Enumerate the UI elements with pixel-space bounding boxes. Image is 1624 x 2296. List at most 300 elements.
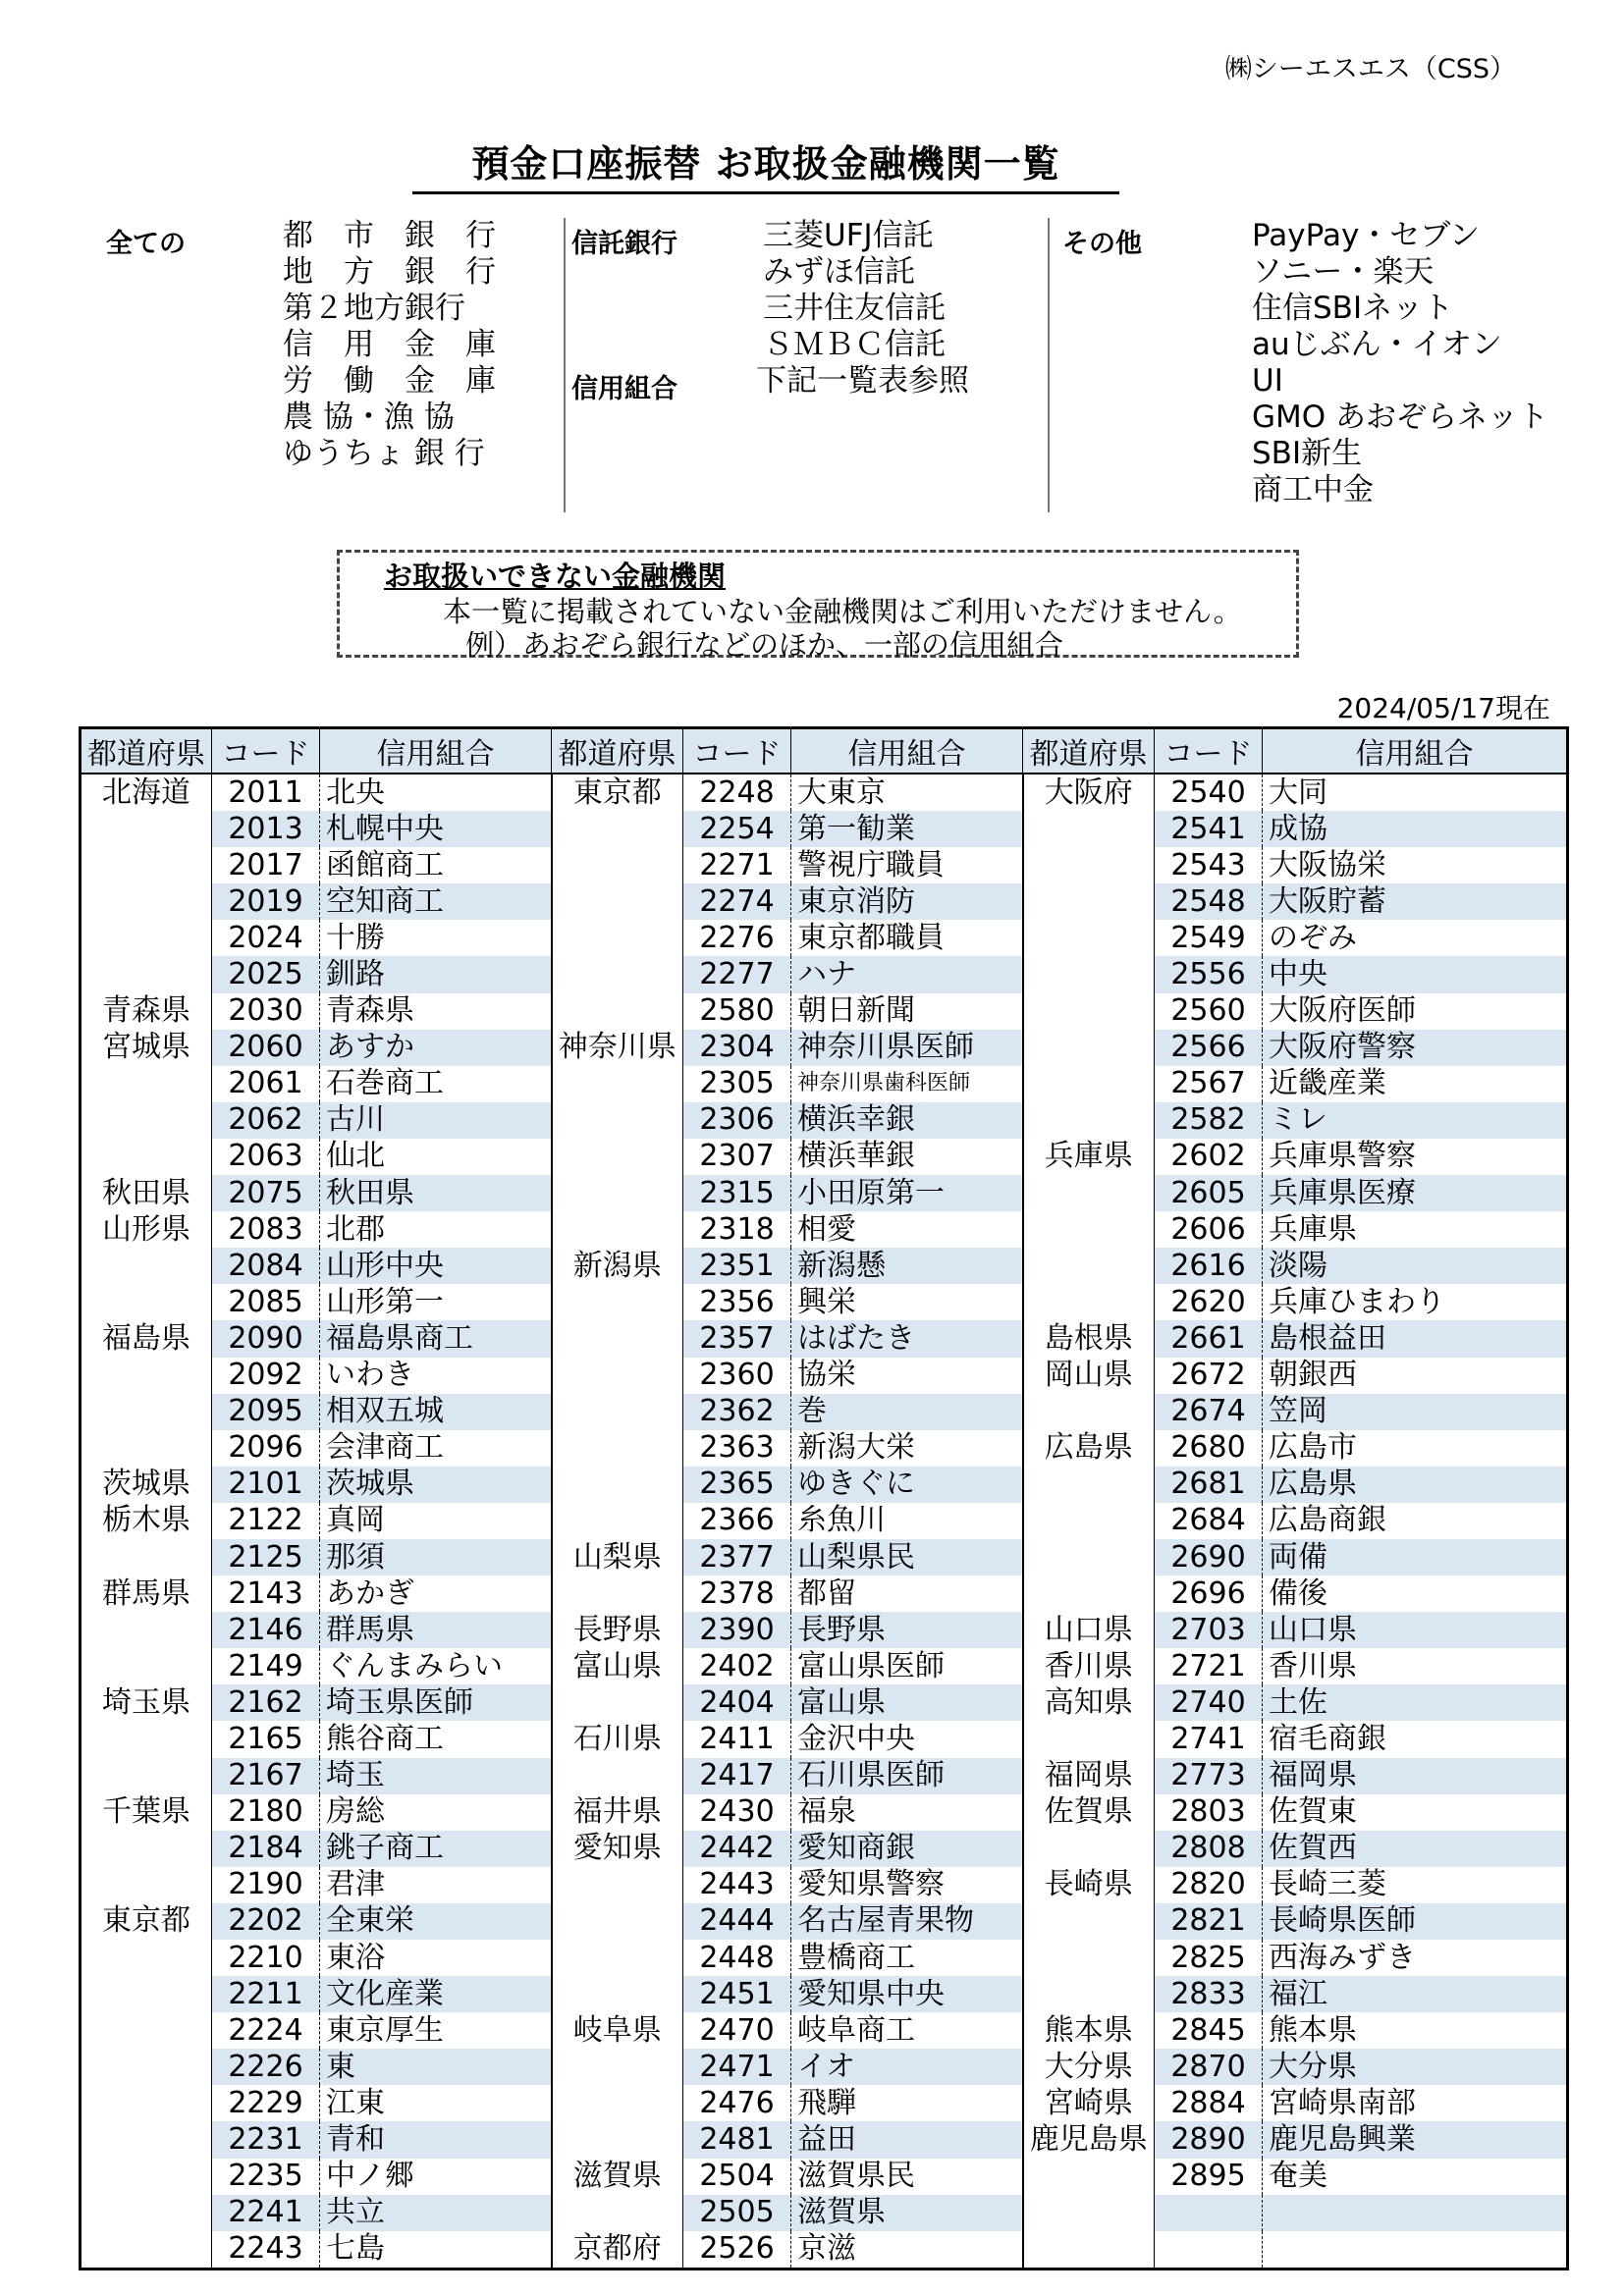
prefecture-cell: 福岡県: [1023, 1758, 1155, 1794]
code-cell: 2566: [1155, 1030, 1263, 1066]
prefecture-cell: [552, 1175, 683, 1211]
table-row: [81, 1867, 1568, 1903]
union-name-cell: 那須: [320, 1539, 552, 1575]
union-name-cell: 西海みずき: [1269, 1940, 1416, 1975]
table-row: [81, 811, 1568, 847]
union-name-cell: 岐阜商工: [791, 2012, 1023, 2049]
union-name-cell: 新潟懸: [791, 1248, 1023, 1284]
prefecture-cell: [1023, 2231, 1155, 2269]
union-name-cell: ぐんまみらい: [320, 1648, 552, 1684]
prefecture-cell: [552, 1284, 683, 1320]
prefecture-cell: 大阪府: [1023, 774, 1155, 811]
union-name-cell: 広島市: [1269, 1430, 1357, 1466]
prefecture-cell: [81, 956, 212, 992]
prefecture-cell: 岐阜県: [552, 2012, 683, 2049]
union-name-cell: 成協: [1263, 811, 1568, 847]
union-name-cell: 愛知商銀: [791, 1831, 1023, 1867]
code-cell: 2540: [1155, 774, 1263, 811]
code-cell: 2254: [683, 811, 791, 847]
code-cell: 2307: [683, 1139, 791, 1175]
code-cell: 2616: [1155, 1248, 1263, 1284]
prefecture-cell: [81, 2049, 212, 2085]
code-cell: 2243: [212, 2231, 320, 2269]
prefecture-cell: [1023, 883, 1155, 920]
other-list: [1252, 218, 1548, 508]
notice-example: 例）あおぞら銀行などのほか、一部の信用組合: [465, 628, 1064, 662]
union-name-cell: 宿毛商銀: [1269, 1721, 1386, 1756]
all-item: 地 方 銀 行: [283, 254, 496, 290]
column-header: 信用組合: [791, 728, 1023, 774]
prefecture-cell: [1023, 1248, 1155, 1284]
prefecture-cell: [81, 1394, 212, 1430]
table-row: [81, 1940, 1568, 1976]
prefecture-cell: [552, 883, 683, 920]
prefecture-cell: [1023, 1539, 1155, 1575]
prefecture-cell: [552, 1684, 683, 1721]
union-name-cell: 全東栄: [320, 1903, 552, 1940]
prefecture-cell: 石川県: [552, 1721, 683, 1757]
table-row: [81, 1467, 1568, 1503]
union-name-cell: 熊本県: [1269, 2012, 1357, 2048]
prefecture-cell: [1023, 1066, 1155, 1102]
other-item: ソニー・楽天: [1252, 254, 1435, 290]
union-name-cell: 長野県: [791, 1612, 1023, 1648]
prefecture-cell: [81, 920, 212, 956]
code-cell: 2602: [1155, 1139, 1263, 1175]
code-cell: 2351: [683, 1248, 791, 1284]
code-cell: 2721: [1155, 1648, 1263, 1684]
code-cell: 2672: [1155, 1358, 1263, 1394]
code-cell: 2024: [212, 920, 320, 956]
prefecture-cell: [81, 1539, 212, 1575]
table-row: [81, 1248, 1568, 1284]
union-name-cell: 房総: [320, 1794, 552, 1831]
union-name-cell: 協栄: [791, 1358, 1023, 1394]
code-cell: 2315: [683, 1175, 791, 1211]
prefecture-cell: [1023, 1721, 1155, 1757]
prefecture-cell: 熊本県: [1023, 2012, 1155, 2049]
code-cell: 2356: [683, 1284, 791, 1320]
code-cell: 2605: [1155, 1175, 1263, 1211]
union-name-cell: 埼玉県医師: [320, 1684, 552, 1721]
union-name-cell: 共立: [320, 2195, 552, 2231]
prefecture-cell: [552, 2195, 683, 2231]
union-name-cell: 相愛: [791, 1211, 1023, 1248]
union-name-cell: 滋賀県: [791, 2195, 1023, 2231]
code-cell: 2448: [683, 1940, 791, 1976]
prefecture-cell: [1023, 847, 1155, 883]
union-name-cell: [1263, 2231, 1568, 2269]
union-name-cell: 東浴: [320, 1940, 552, 1976]
prefecture-cell: 長野県: [552, 1612, 683, 1648]
code-cell: 2092: [212, 1358, 320, 1394]
union-name-cell: 山口県: [1263, 1612, 1568, 1648]
prefecture-cell: 広島県: [1023, 1430, 1155, 1467]
union-name-cell: 飛騨: [791, 2085, 1023, 2121]
code-cell: 2241: [212, 2195, 320, 2231]
table-row: [81, 1066, 1568, 1102]
code-cell: 2582: [1155, 1102, 1263, 1139]
trust-item: 三菱UFJ信託: [763, 218, 934, 253]
union-name-cell: 東京厚生: [320, 2012, 552, 2049]
prefecture-cell: 宮城県: [81, 1030, 212, 1066]
code-cell: 2526: [683, 2231, 791, 2269]
union-name-cell: イオ: [791, 2049, 1023, 2085]
code-cell: 2277: [683, 956, 791, 992]
prefecture-cell: [552, 956, 683, 992]
table-row: [81, 1430, 1568, 1467]
union-name-cell: 奄美: [1269, 2159, 1327, 2194]
union-name-cell: 茨城県: [320, 1467, 552, 1503]
union-name-cell: 札幌中央: [320, 811, 552, 847]
union-name-cell: 愛知県中央: [791, 1976, 1023, 2012]
code-cell: 2548: [1155, 883, 1263, 920]
code-cell: 2560: [1155, 993, 1263, 1030]
union-name-cell: 小田原第一: [791, 1175, 1023, 1211]
union-name-cell: 青森県: [320, 993, 552, 1030]
trust-item: みずほ信託: [763, 254, 915, 290]
prefecture-cell: [81, 1940, 212, 1976]
prefecture-cell: 愛知県: [552, 1831, 683, 1867]
prefecture-cell: 北海道: [81, 774, 212, 811]
prefecture-cell: 青森県: [81, 993, 212, 1030]
union-name-cell: 福岡県: [1263, 1758, 1568, 1794]
other-item: SBI新生: [1252, 436, 1363, 471]
union-name-cell: 益田: [791, 2121, 1023, 2158]
code-cell: 2620: [1155, 1284, 1263, 1320]
prefecture-cell: [81, 2159, 212, 2195]
code-cell: 2101: [212, 1467, 320, 1503]
union-name-cell: 青和: [320, 2121, 552, 2158]
union-name-cell: 宮崎県南部: [1269, 2085, 1416, 2120]
all-label: 全ての: [106, 229, 186, 259]
code-cell: 2365: [683, 1467, 791, 1503]
table-row: [81, 1503, 1568, 1539]
table-row: [81, 1684, 1568, 1721]
prefecture-cell: 島根県: [1023, 1320, 1155, 1357]
code-cell: 2180: [212, 1794, 320, 1831]
prefecture-cell: [81, 847, 212, 883]
prefecture-cell: 高知県: [1023, 1684, 1155, 1721]
prefecture-cell: 山形県: [81, 1211, 212, 1248]
table-row: [81, 1794, 1568, 1831]
trust-item: 三井住友信託: [763, 291, 946, 326]
prefecture-cell: [81, 1867, 212, 1903]
union-name-cell: 淡陽: [1263, 1248, 1568, 1284]
union-name-cell: 北郡: [320, 1211, 552, 1248]
table-row: [81, 883, 1568, 920]
prefecture-cell: [552, 1903, 683, 1940]
code-cell: 2606: [1155, 1211, 1263, 1248]
trust-label: 信託銀行: [571, 229, 677, 259]
union-name-cell: 大阪協栄: [1269, 847, 1386, 882]
union-name-cell: 函館商工: [320, 847, 552, 883]
code-cell: 2567: [1155, 1066, 1263, 1102]
code-cell: 2143: [212, 1575, 320, 1612]
prefecture-cell: [1023, 1903, 1155, 1940]
code-cell: 2378: [683, 1575, 791, 1612]
prefecture-cell: [1023, 1940, 1155, 1976]
union-name-cell: 東京消防: [791, 883, 1023, 920]
code-cell: 2276: [683, 920, 791, 956]
code-cell: 2451: [683, 1976, 791, 2012]
code-cell: 2306: [683, 1102, 791, 1139]
code-cell: 2211: [212, 1976, 320, 2012]
code-cell: 2741: [1155, 1721, 1263, 1757]
prefecture-cell: [552, 1139, 683, 1175]
column-header: 信用組合: [1263, 728, 1568, 774]
column-header: コード: [212, 728, 320, 774]
code-cell: 2060: [212, 1030, 320, 1066]
table-row: [81, 2049, 1568, 2085]
prefecture-cell: 兵庫県: [1023, 1139, 1155, 1175]
code-cell: 2122: [212, 1503, 320, 1539]
union-name-cell: 中ノ郷: [320, 2159, 552, 2195]
union-name-cell: 仙北: [320, 1139, 552, 1175]
code-cell: 2184: [212, 1831, 320, 1867]
code-cell: 2825: [1155, 1940, 1263, 1976]
union-name-cell: 朝日新聞: [791, 993, 1023, 1030]
union-name-cell: のぞみ: [1269, 920, 1357, 955]
union-name-cell: 銚子商工: [320, 1831, 552, 1867]
code-cell: 2271: [683, 847, 791, 883]
prefecture-cell: 栃木県: [81, 1503, 212, 1539]
union-name-cell: ハナ: [791, 956, 1023, 992]
other-item: GMO あおぞらネット: [1252, 400, 1549, 435]
table-header-row: [81, 728, 1568, 774]
code-cell: 2017: [212, 847, 320, 883]
code-cell: 2884: [1155, 2085, 1263, 2121]
code-cell: 2481: [683, 2121, 791, 2158]
code-cell: 2890: [1155, 2121, 1263, 2158]
code-cell: 2366: [683, 1503, 791, 1539]
union-name-cell: 大東京: [791, 774, 1023, 811]
union-name-cell: 中央: [1263, 956, 1568, 992]
prefecture-cell: 京都府: [552, 2231, 683, 2269]
code-cell: 2444: [683, 1903, 791, 1940]
prefecture-cell: [81, 2085, 212, 2121]
union-name-cell: 横浜華銀: [791, 1139, 1023, 1175]
prefecture-cell: [1023, 1284, 1155, 1320]
union-name-cell: 空知商工: [320, 883, 552, 920]
code-cell: 2404: [683, 1684, 791, 1721]
table-row: [81, 2012, 1568, 2049]
all-item: ゆうちょ 銀 行: [283, 436, 485, 471]
code-cell: 2703: [1155, 1612, 1263, 1648]
prefecture-cell: [552, 1320, 683, 1357]
table-row: [81, 1831, 1568, 1867]
table-row: [81, 1211, 1568, 1248]
union-name-cell: 鹿児島興業: [1263, 2121, 1568, 2158]
prefecture-cell: [81, 883, 212, 920]
code-cell: 2030: [212, 993, 320, 1030]
code-cell: 2084: [212, 1248, 320, 1284]
code-cell: 2146: [212, 1612, 320, 1648]
other-item: 商工中金: [1252, 472, 1374, 507]
code-cell: 2305: [683, 1066, 791, 1102]
code-cell: 2580: [683, 993, 791, 1030]
union-name-cell: 東: [320, 2049, 552, 2085]
prefecture-cell: [81, 1066, 212, 1102]
union-name-cell: 山形第一: [320, 1284, 552, 1320]
union-name-cell: 神奈川県医師: [791, 1030, 1023, 1066]
all-item: 農 協・漁 協: [283, 400, 455, 435]
prefecture-cell: 神奈川県: [552, 1030, 683, 1066]
table-row: [81, 1320, 1568, 1357]
code-cell: 2402: [683, 1648, 791, 1684]
union-name-cell: 広島県: [1263, 1467, 1568, 1503]
code-cell: 2803: [1155, 1794, 1263, 1831]
table-row: [81, 1175, 1568, 1211]
code-cell: 2696: [1155, 1575, 1263, 1612]
union-name-cell: 大同: [1269, 774, 1327, 810]
code-cell: 2430: [683, 1794, 791, 1831]
prefecture-cell: [1023, 956, 1155, 992]
code-cell: 2226: [212, 2049, 320, 2085]
divider: [564, 218, 566, 512]
prefecture-cell: [1023, 993, 1155, 1030]
prefecture-cell: 山口県: [1023, 1612, 1155, 1648]
union-name-cell: いわき: [320, 1358, 552, 1394]
union-name-cell: 山梨県民: [791, 1539, 1023, 1575]
prefecture-cell: [81, 1358, 212, 1394]
union-name-cell: [1263, 2195, 1568, 2231]
prefecture-cell: 茨城県: [81, 1467, 212, 1503]
notice-line: 本一覧に掲載されていない金融機関はご利用いただけません。: [443, 595, 1242, 628]
table-row: [81, 1539, 1568, 1575]
prefecture-cell: [1023, 1976, 1155, 2012]
union-name-cell: 第一勧業: [791, 811, 1023, 847]
prefecture-cell: 富山県: [552, 1648, 683, 1684]
code-cell: 2096: [212, 1430, 320, 1467]
prefecture-cell: [552, 2085, 683, 2121]
code-cell: 2190: [212, 1867, 320, 1903]
code-cell: 2274: [683, 883, 791, 920]
column-header: 都道府県: [1023, 728, 1155, 774]
prefecture-cell: 福井県: [552, 1794, 683, 1831]
union-name-cell: 十勝: [320, 920, 552, 956]
code-cell: 2661: [1155, 1320, 1263, 1357]
code-cell: 2556: [1155, 956, 1263, 992]
prefecture-cell: [81, 1721, 212, 1757]
code-cell: 2063: [212, 1139, 320, 1175]
union-name-cell: はばたき: [791, 1320, 1023, 1357]
prefecture-cell: [1023, 920, 1155, 956]
institution-categories: [98, 218, 1551, 517]
code-cell: 2895: [1155, 2159, 1263, 2195]
union-name-cell: ミレ: [1263, 1102, 1568, 1139]
union-name-cell: 島根益田: [1263, 1320, 1568, 1357]
prefecture-cell: 埼玉県: [81, 1684, 212, 1721]
prefecture-cell: [552, 811, 683, 847]
column-header: コード: [1155, 728, 1263, 774]
prefecture-cell: 福島県: [81, 1320, 212, 1357]
union-name-cell: 石巻商工: [320, 1066, 552, 1102]
prefecture-cell: [1023, 1467, 1155, 1503]
column-header: コード: [683, 728, 791, 774]
table-row: [81, 1903, 1568, 1940]
union-name-cell: 新潟大栄: [791, 1430, 1023, 1467]
union-list: [756, 363, 969, 400]
prefecture-cell: 新潟県: [552, 1248, 683, 1284]
table-row: [81, 1394, 1568, 1430]
union-name-cell: あすか: [320, 1030, 552, 1066]
union-name-cell: 兵庫県: [1269, 1211, 1357, 1247]
code-cell: 2442: [683, 1831, 791, 1867]
union-label: 信用組合: [571, 374, 677, 404]
union-name-cell: 長崎県医師: [1263, 1903, 1568, 1940]
all-item: 労 働 金 庫: [283, 363, 496, 399]
union-name-cell: 秋田県: [320, 1175, 552, 1211]
prefecture-cell: [81, 1976, 212, 2012]
code-cell: 2870: [1155, 2049, 1263, 2085]
page-title: 預金口座振替 お取扱金融機関一覧: [412, 133, 1119, 194]
union-name-cell: ゆきぐに: [791, 1467, 1023, 1503]
union-name-cell: 糸魚川: [791, 1503, 1023, 1539]
prefecture-cell: 滋賀県: [552, 2159, 683, 2195]
prefecture-cell: [81, 2012, 212, 2049]
table-row: [81, 1758, 1568, 1794]
prefecture-cell: [1023, 2195, 1155, 2231]
code-cell: 2231: [212, 2121, 320, 2158]
union-name-cell: 滋賀県民: [791, 2159, 1023, 2195]
prefecture-cell: [552, 1102, 683, 1139]
prefecture-cell: [552, 1503, 683, 1539]
other-item: auじぶん・イオン: [1252, 327, 1502, 362]
code-cell: [1155, 2195, 1263, 2231]
prefecture-cell: [81, 1831, 212, 1867]
prefecture-cell: [81, 1139, 212, 1175]
prefecture-cell: [552, 2049, 683, 2085]
union-name-cell: 土佐: [1263, 1684, 1568, 1721]
column-header: 信用組合: [320, 728, 552, 774]
code-cell: 2821: [1155, 1903, 1263, 1940]
union-name-cell: 巻: [791, 1394, 1023, 1430]
code-cell: 2740: [1155, 1684, 1263, 1721]
prefecture-cell: 千葉県: [81, 1794, 212, 1831]
code-cell: 2360: [683, 1358, 791, 1394]
company-name: ㈱シーエスエス（CSS）: [1224, 54, 1516, 84]
column-header: 都道府県: [81, 728, 212, 774]
code-cell: 2062: [212, 1102, 320, 1139]
union-name-cell: 北央: [320, 774, 552, 811]
prefecture-cell: [1023, 1211, 1155, 1248]
prefecture-cell: [552, 1575, 683, 1612]
table-row: [81, 1648, 1568, 1684]
prefecture-cell: [552, 1467, 683, 1503]
code-cell: 2202: [212, 1903, 320, 1940]
table-row: [81, 1358, 1568, 1394]
table-row: [81, 1976, 1568, 2012]
prefecture-cell: [552, 1066, 683, 1102]
prefecture-cell: [1023, 1394, 1155, 1430]
union-name-cell: 山形中央: [320, 1248, 552, 1284]
prefecture-cell: [552, 1358, 683, 1394]
prefecture-cell: 山梨県: [552, 1539, 683, 1575]
union-name-cell: 熊谷商工: [320, 1721, 552, 1757]
code-cell: 2362: [683, 1394, 791, 1430]
prefecture-cell: [1023, 2159, 1155, 2195]
table-row: [81, 2085, 1568, 2121]
trust-list: [763, 218, 946, 363]
prefecture-cell: 長崎県: [1023, 1867, 1155, 1903]
code-cell: 2235: [212, 2159, 320, 2195]
code-cell: 2674: [1155, 1394, 1263, 1430]
code-cell: 2845: [1155, 2012, 1263, 2049]
union-name-cell: 君津: [320, 1867, 552, 1903]
prefecture-cell: [1023, 1102, 1155, 1139]
union-name-cell: 名古屋青果物: [791, 1903, 1023, 1940]
